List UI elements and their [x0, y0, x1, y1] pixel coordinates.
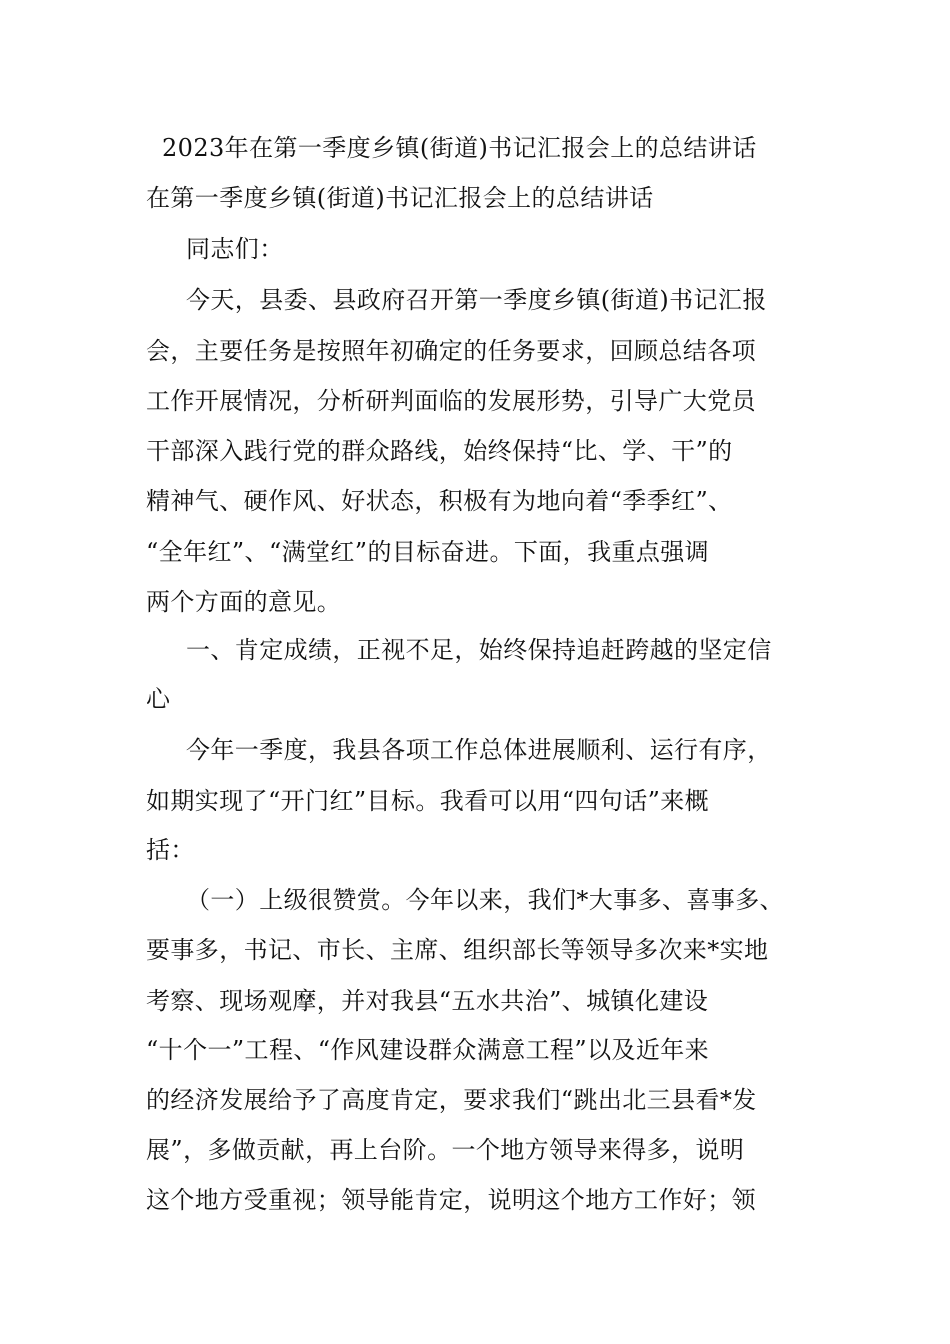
paragraph-line: “全年红”、“满堂红”的目标奋进。下面，我重点强调: [146, 538, 710, 566]
paragraph-line: “十个一”工程、“作风建设群众满意工程”以及近年来: [146, 1036, 710, 1064]
paragraph-line: 括：: [146, 836, 195, 864]
section-heading: 一、肯定成绩，正视不足，始终保持追赶跨越的坚定信: [186, 636, 772, 664]
paragraph-line: 考察、现场观摩，并对我县“五水共治”、城镇化建设: [146, 987, 709, 1015]
paragraph-line: 会，主要任务是按照年初确定的任务要求，回顾总结各项: [146, 337, 756, 365]
salutation: 同志们：: [186, 235, 284, 263]
paragraph-line: 要事多，书记、市长、主席、组织部长等领导多次来*实地: [146, 936, 769, 964]
document-subtitle: 在第一季度乡镇(街道)书记汇报会上的总结讲话: [146, 184, 654, 212]
section-heading-continued: 心: [146, 685, 171, 713]
paragraph-line: 干部深入践行党的群众路线，始终保持“比、学、干”的: [146, 437, 733, 465]
paragraph-line: 这个地方受重视；领导能肯定，说明这个地方工作好；领: [146, 1186, 756, 1214]
paragraph-line: 今天，县委、县政府召开第一季度乡镇(街道)书记汇报: [186, 286, 767, 314]
subsection-line: （一）上级很赞赏。今年以来，我们*大事多、喜事多、: [186, 886, 784, 914]
paragraph-line: 的经济发展给予了高度肯定，要求我们“跳出北三县看*发: [146, 1086, 757, 1114]
paragraph-line: 工作开展情况，分析研判面临的发展形势，引导广大党员: [146, 387, 756, 415]
document-title: 2023年在第一季度乡镇(街道)书记汇报会上的总结讲话: [162, 134, 757, 162]
paragraph-line: 两个方面的意见。: [146, 588, 342, 616]
paragraph-line: 展”，多做贡献，再上台阶。一个地方领导来得多，说明: [146, 1136, 745, 1164]
paragraph-line: 精神气、硬作风、好状态，积极有为地向着“季季红”、: [146, 487, 733, 515]
paragraph-line: 如期实现了“开门红”目标。我看可以用“四句话”来概: [146, 787, 710, 815]
paragraph-line: 今年一季度，我县各项工作总体进展顺利、运行有序，: [186, 736, 772, 764]
